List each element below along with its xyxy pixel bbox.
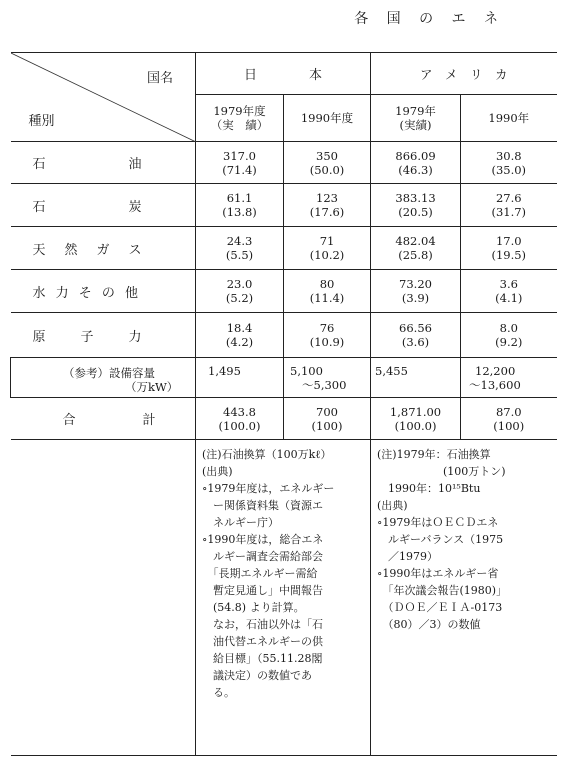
note-line: 「年次議会報告(1980)」 [377,584,508,597]
cell-share: (11.4) [309,291,345,305]
cell-share: (71.4) [222,162,257,177]
japan-header: 日 本 [196,53,371,95]
cell [371,398,461,440]
cell-value: 76 [319,321,335,335]
cell [284,270,371,313]
cell [371,313,461,358]
cell-share: (17.6) [309,205,345,219]
cell-value: 5,455 [375,364,408,378]
note-line: ／1979） [377,550,439,563]
cell-value: 80 [319,277,335,291]
notes-empty-cell [11,440,196,756]
cell-share: (4.1) [495,291,523,305]
cell-share: (100.0) [218,418,261,433]
table-row [11,313,557,358]
note-line: (出典) [202,465,233,478]
energy-table-container [10,52,556,756]
table-row [11,142,557,184]
page-header: 各 国 の エ ネ [354,11,505,27]
row-label-oil: 石 油 [11,142,196,184]
note-line: ∘1979年度は，エネルギー [202,482,335,495]
note-line: ルギー調査会需給部会 [202,550,323,563]
capacity-label-main: 設備容量 [109,366,155,380]
cell-share: (20.5) [398,205,433,219]
row-label-hydro-other: 水 力 そ の 他 [11,270,196,313]
col-japan-1990-header [284,95,371,142]
cell-share: (13.8) [222,205,257,219]
note-line: (出典) [377,499,408,512]
cell-value: 73.20 [399,277,432,291]
cell-value: 443.8 [223,404,256,419]
cell [196,184,284,227]
cell-value: 18.4 [226,321,253,335]
cell-value: 71 [319,234,335,248]
col-header-line1: 1979年 [395,104,436,118]
cell-value: 66.56 [399,321,432,335]
cell-share: (46.3) [398,162,433,177]
cell [196,270,284,313]
note-line: (注)石油換算（100万kℓ） [202,448,332,461]
cell [284,142,371,184]
cell [461,270,557,313]
usa-header: ア メ リ カ [371,53,557,95]
cell-share: (19.5) [491,248,527,262]
cell-share: (31.7) [491,205,527,219]
header-diagonal-cell [11,53,196,142]
table-row [11,184,557,227]
cell [461,313,557,358]
note-line: ∘1990年はエネルギー省 [377,567,499,580]
row-label-coal: 石 炭 [11,184,196,227]
notes-usa [371,440,557,756]
category-label: 種別 [28,114,55,129]
row-label-natural-gas: 天 然 ガ ス [11,227,196,270]
table-row [11,270,557,313]
cell-value: 350 [316,148,338,163]
note-line: 暫定見通し」中間報告 [202,584,323,597]
cell-value: 23.0 [226,277,253,291]
notes-japan-list [202,446,366,701]
cell [284,184,371,227]
cell-value: 17.0 [495,234,522,248]
cell [196,398,284,440]
col-usa-1979-header [371,95,461,142]
cell [371,358,461,398]
note-line: ∘1979年はＯＥＣＤエネ [377,516,499,529]
notes-row [11,440,557,756]
cell-share: (35.0) [491,162,527,177]
cell [461,227,557,270]
cell-value: 87.0 [495,404,522,419]
capacity-label-prefix: （参考） [63,366,109,380]
cell-range: ～13,600 [469,378,521,392]
note-line: る。 [202,686,235,699]
cell [196,142,284,184]
cell-share: (4.2) [225,335,254,349]
cell-share: (50.0) [309,162,345,177]
note-line: （ＤＯＥ／ＥＩＡ-0173 [377,601,503,614]
cell-share: (5.2) [225,291,254,305]
cell-value: 1,495 [208,364,241,378]
cell-range: ～5,300 [302,378,347,392]
cell-value: 700 [316,404,338,419]
note-line: (100万トン) [377,465,506,478]
cell-value: 3.6 [499,277,518,291]
cell-value: 27.6 [495,191,522,205]
cell [284,313,371,358]
note-line: （80）／3）の数値 [377,618,481,631]
cell-share: (100) [493,418,525,433]
cell-value: 482.04 [395,234,436,248]
note-line: 給目標」（55.11.28閣 [202,652,323,665]
note-line: ルギーバランス（1975 [377,533,504,546]
cell-share: (10.2) [309,248,345,262]
cell-value: 30.8 [495,148,522,163]
cell-share: (9.2) [495,335,523,349]
note-line: ネルギー庁） [202,516,279,529]
cell [461,398,557,440]
note-line: 油代替エネルギーの供 [202,635,323,648]
cell-share: (5.5) [225,248,254,262]
cell [371,184,461,227]
cell-value: 24.3 [226,234,253,248]
col-header-line1: 1979年度 [213,104,266,118]
col-header-line1: 1990年 [488,111,530,125]
note-line: ー関係資料集（資源エ [202,499,323,512]
notes-usa-list [377,446,553,633]
cell [284,358,371,398]
total-row [11,398,557,440]
cell [371,142,461,184]
notes-japan [196,440,371,756]
note-line: なお，石油以外は「石 [202,618,323,631]
cell-value: 123 [316,191,338,205]
cell-share: (10.9) [309,335,345,349]
country-name-label: 国名 [146,71,173,86]
note-line: (54.8) より計算。 [202,601,305,614]
col-header-line2: (実績) [399,118,432,132]
cell [371,227,461,270]
cell [461,358,557,398]
cell-value: 1,871.00 [389,404,442,419]
table-row [11,227,557,270]
cell [284,227,371,270]
cell [371,270,461,313]
cell-value: 5,100 [290,364,323,378]
note-line: 1990年：10¹⁵Btu [377,482,481,495]
total-label: 合 計 [11,398,196,440]
energy-table [10,52,557,756]
cell-value: 317.0 [223,148,256,163]
capacity-row [11,358,557,398]
cell-share: (100) [311,418,343,433]
cell-share: (3.6) [401,335,430,349]
note-line: 「長期エネルギー需給 [202,567,318,580]
col-header-line2: （実 績） [210,118,269,132]
row-label-nuclear: 原 子 力 [11,313,196,358]
cell [461,184,557,227]
cell-share: (25.8) [398,248,433,262]
cell [284,398,371,440]
cell [196,358,284,398]
cell-value: 866.09 [395,148,436,163]
cell-share: (100.0) [394,418,437,433]
cell-value: 12,200 [475,364,516,378]
cell-value: 8.0 [499,321,518,335]
col-header-line1: 1990年度 [300,111,354,125]
cell-value: 61.1 [226,191,253,205]
col-usa-1990-header [461,95,557,142]
capacity-label [11,358,196,398]
note-line: ∘1990年度は，総合エネ [202,533,324,546]
cell [196,227,284,270]
note-line: 議決定）の数値であ [202,669,312,682]
capacity-label-unit: （万kW） [125,380,179,394]
col-japan-1979-header [196,95,284,142]
cell-share: (3.9) [401,291,430,305]
note-line: (注)1979年：石油換算 [377,448,491,461]
cell [196,313,284,358]
cell-value: 383.13 [395,191,436,205]
cell [461,142,557,184]
